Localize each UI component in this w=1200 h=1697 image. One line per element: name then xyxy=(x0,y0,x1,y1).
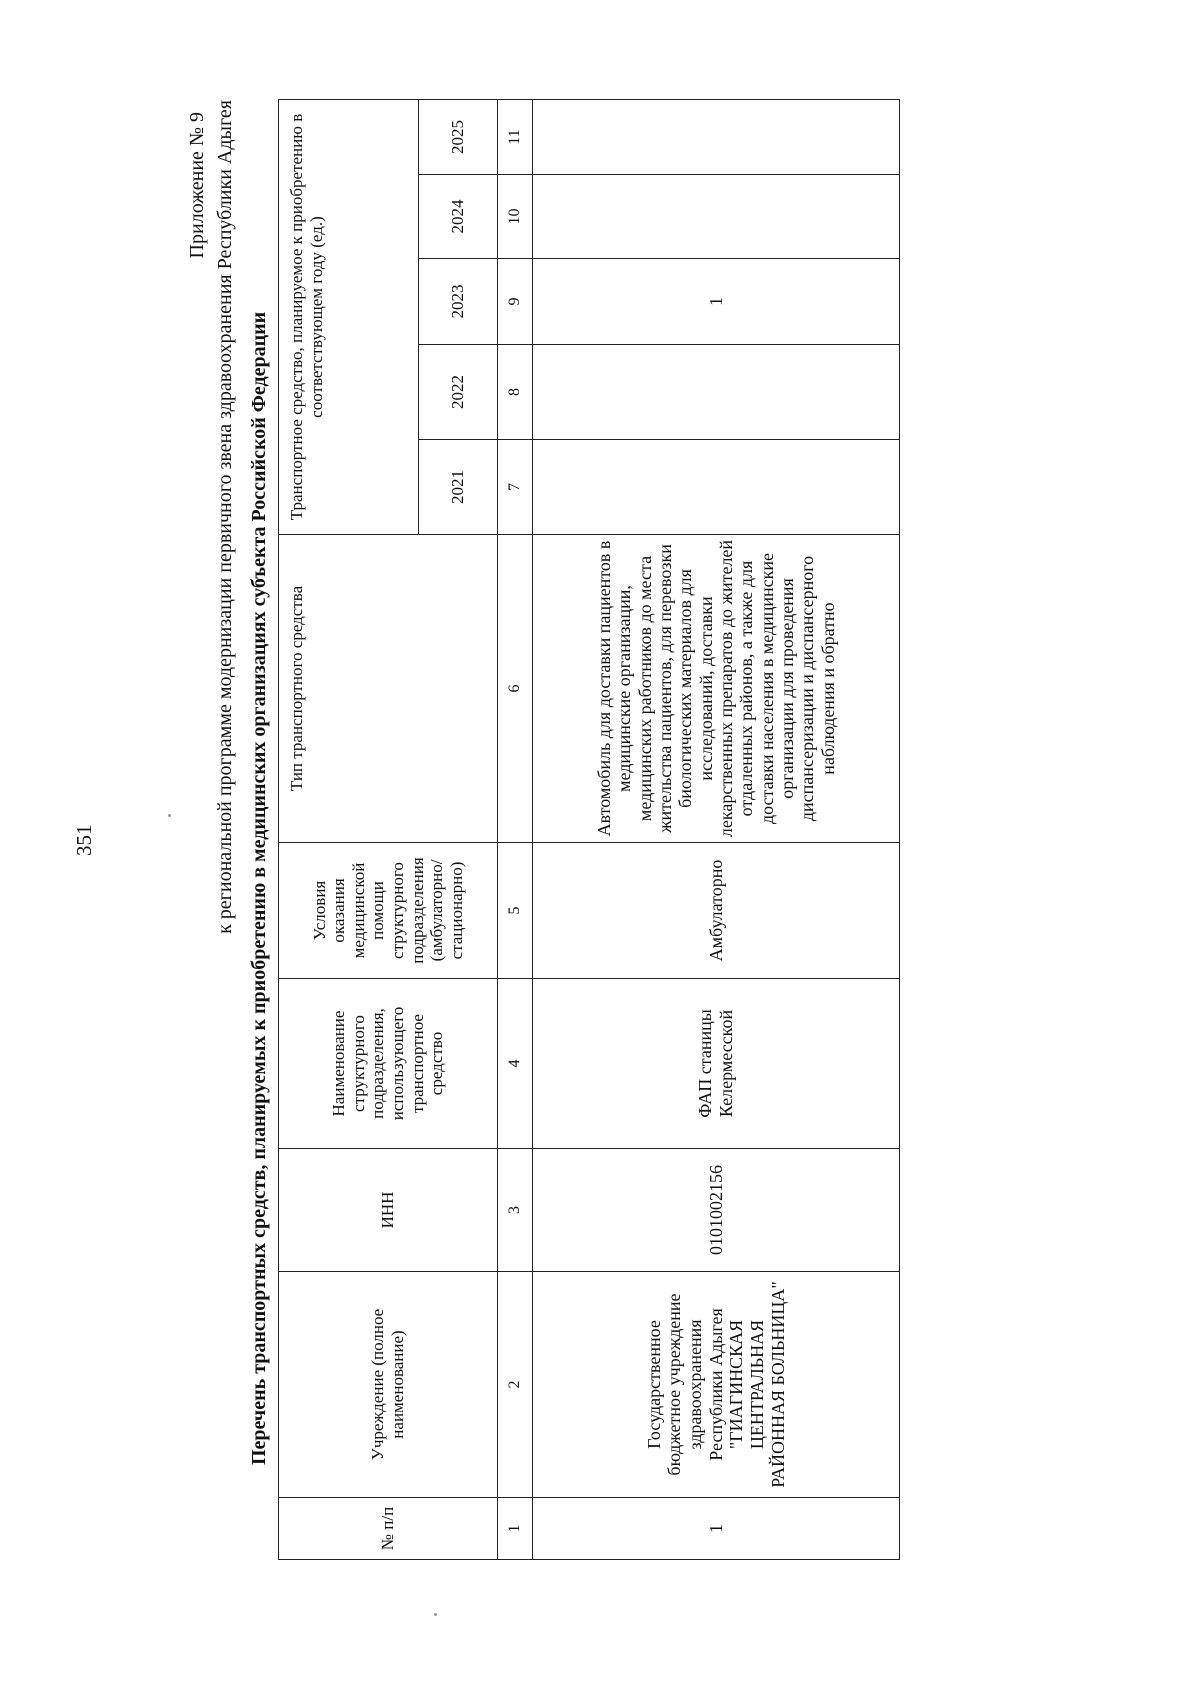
column-number: 9 xyxy=(498,259,533,345)
header-inn: ИНН xyxy=(279,1149,498,1272)
row-conditions: Амбулаторно xyxy=(533,843,900,979)
column-number: 7 xyxy=(498,440,533,535)
header-year-2021: 2021 xyxy=(419,440,498,535)
scan-speck xyxy=(168,814,171,817)
appendix-subtitle: к региональной программе модернизации первичного звена здравоохранения Республики Адыгея xyxy=(214,100,236,934)
row-subdivision: ФАП станицы Келермесской xyxy=(533,979,900,1149)
transport-plan-table xyxy=(278,99,900,1560)
header-subdivision: Наименование структурного подразделения, использующего транспортное средство xyxy=(279,979,498,1149)
header-year-2023: 2023 xyxy=(419,259,498,345)
row-inn: 0101002156 xyxy=(533,1149,900,1272)
appendix-title: Приложение № 9 xyxy=(186,112,208,259)
header-transport-type: Тип транспортного средства xyxy=(279,535,498,843)
header-year-2022: 2022 xyxy=(419,345,498,440)
column-number: 1 xyxy=(498,1498,533,1560)
header-institution: Учреждение (полное наименование) xyxy=(279,1272,498,1498)
page-number: 351 xyxy=(72,824,96,856)
row-year-2021 xyxy=(533,440,900,535)
row-year-2023: 1 xyxy=(533,259,900,345)
row-year-2022 xyxy=(533,345,900,440)
header-row xyxy=(279,99,419,1559)
column-number: 5 xyxy=(498,843,533,979)
column-number: 3 xyxy=(498,1149,533,1272)
row-transport-type: Автомобиль для доставки пациентов в медицинские организации, медицинских работников до места жительства пациентов, для перевозки биологических материалов для исследований, доставки лекарственных препаратов до жителей отдаленных районов, а также для доставки населения в медицинские организации для проведения диспансеризации и диспансерного наблюдения и обратно xyxy=(533,535,900,843)
column-number: 8 xyxy=(498,345,533,440)
column-number: 10 xyxy=(498,175,533,259)
scan-speck xyxy=(434,1613,437,1616)
row-year-2025 xyxy=(533,99,900,174)
header-planned: Транспортное средство, планируемое к приобретению в соответствующем году (ед.) xyxy=(279,99,419,534)
row-year-2024 xyxy=(533,175,900,259)
header-year-2024: 2024 xyxy=(419,175,498,259)
rotated-page-content xyxy=(170,100,890,1560)
header-year-2025: 2025 xyxy=(419,99,498,174)
column-number: 6 xyxy=(498,535,533,843)
table-row xyxy=(533,99,900,1559)
column-number: 11 xyxy=(498,99,533,174)
column-number: 2 xyxy=(498,1272,533,1498)
row-num: 1 xyxy=(533,1498,900,1560)
table-title: Перечень транспортных средств, планируемых к приобретению в медицинских организациях субъекта Российской Федерации xyxy=(248,311,270,1465)
header-num: № п/п xyxy=(279,1498,498,1560)
row-institution: Государственное бюджетное учреждение здравоохранения Республики Адыгея "ГИАГИНСКАЯ ЦЕНТРАЛЬНАЯ РАЙОННАЯ БОЛЬНИЦА" xyxy=(533,1272,900,1498)
column-number: 4 xyxy=(498,979,533,1149)
column-numbers-row xyxy=(498,99,533,1559)
header-conditions: Условия оказания медицинской помощи структурного подразделения (амбулаторно/ стационарно) xyxy=(279,843,498,979)
